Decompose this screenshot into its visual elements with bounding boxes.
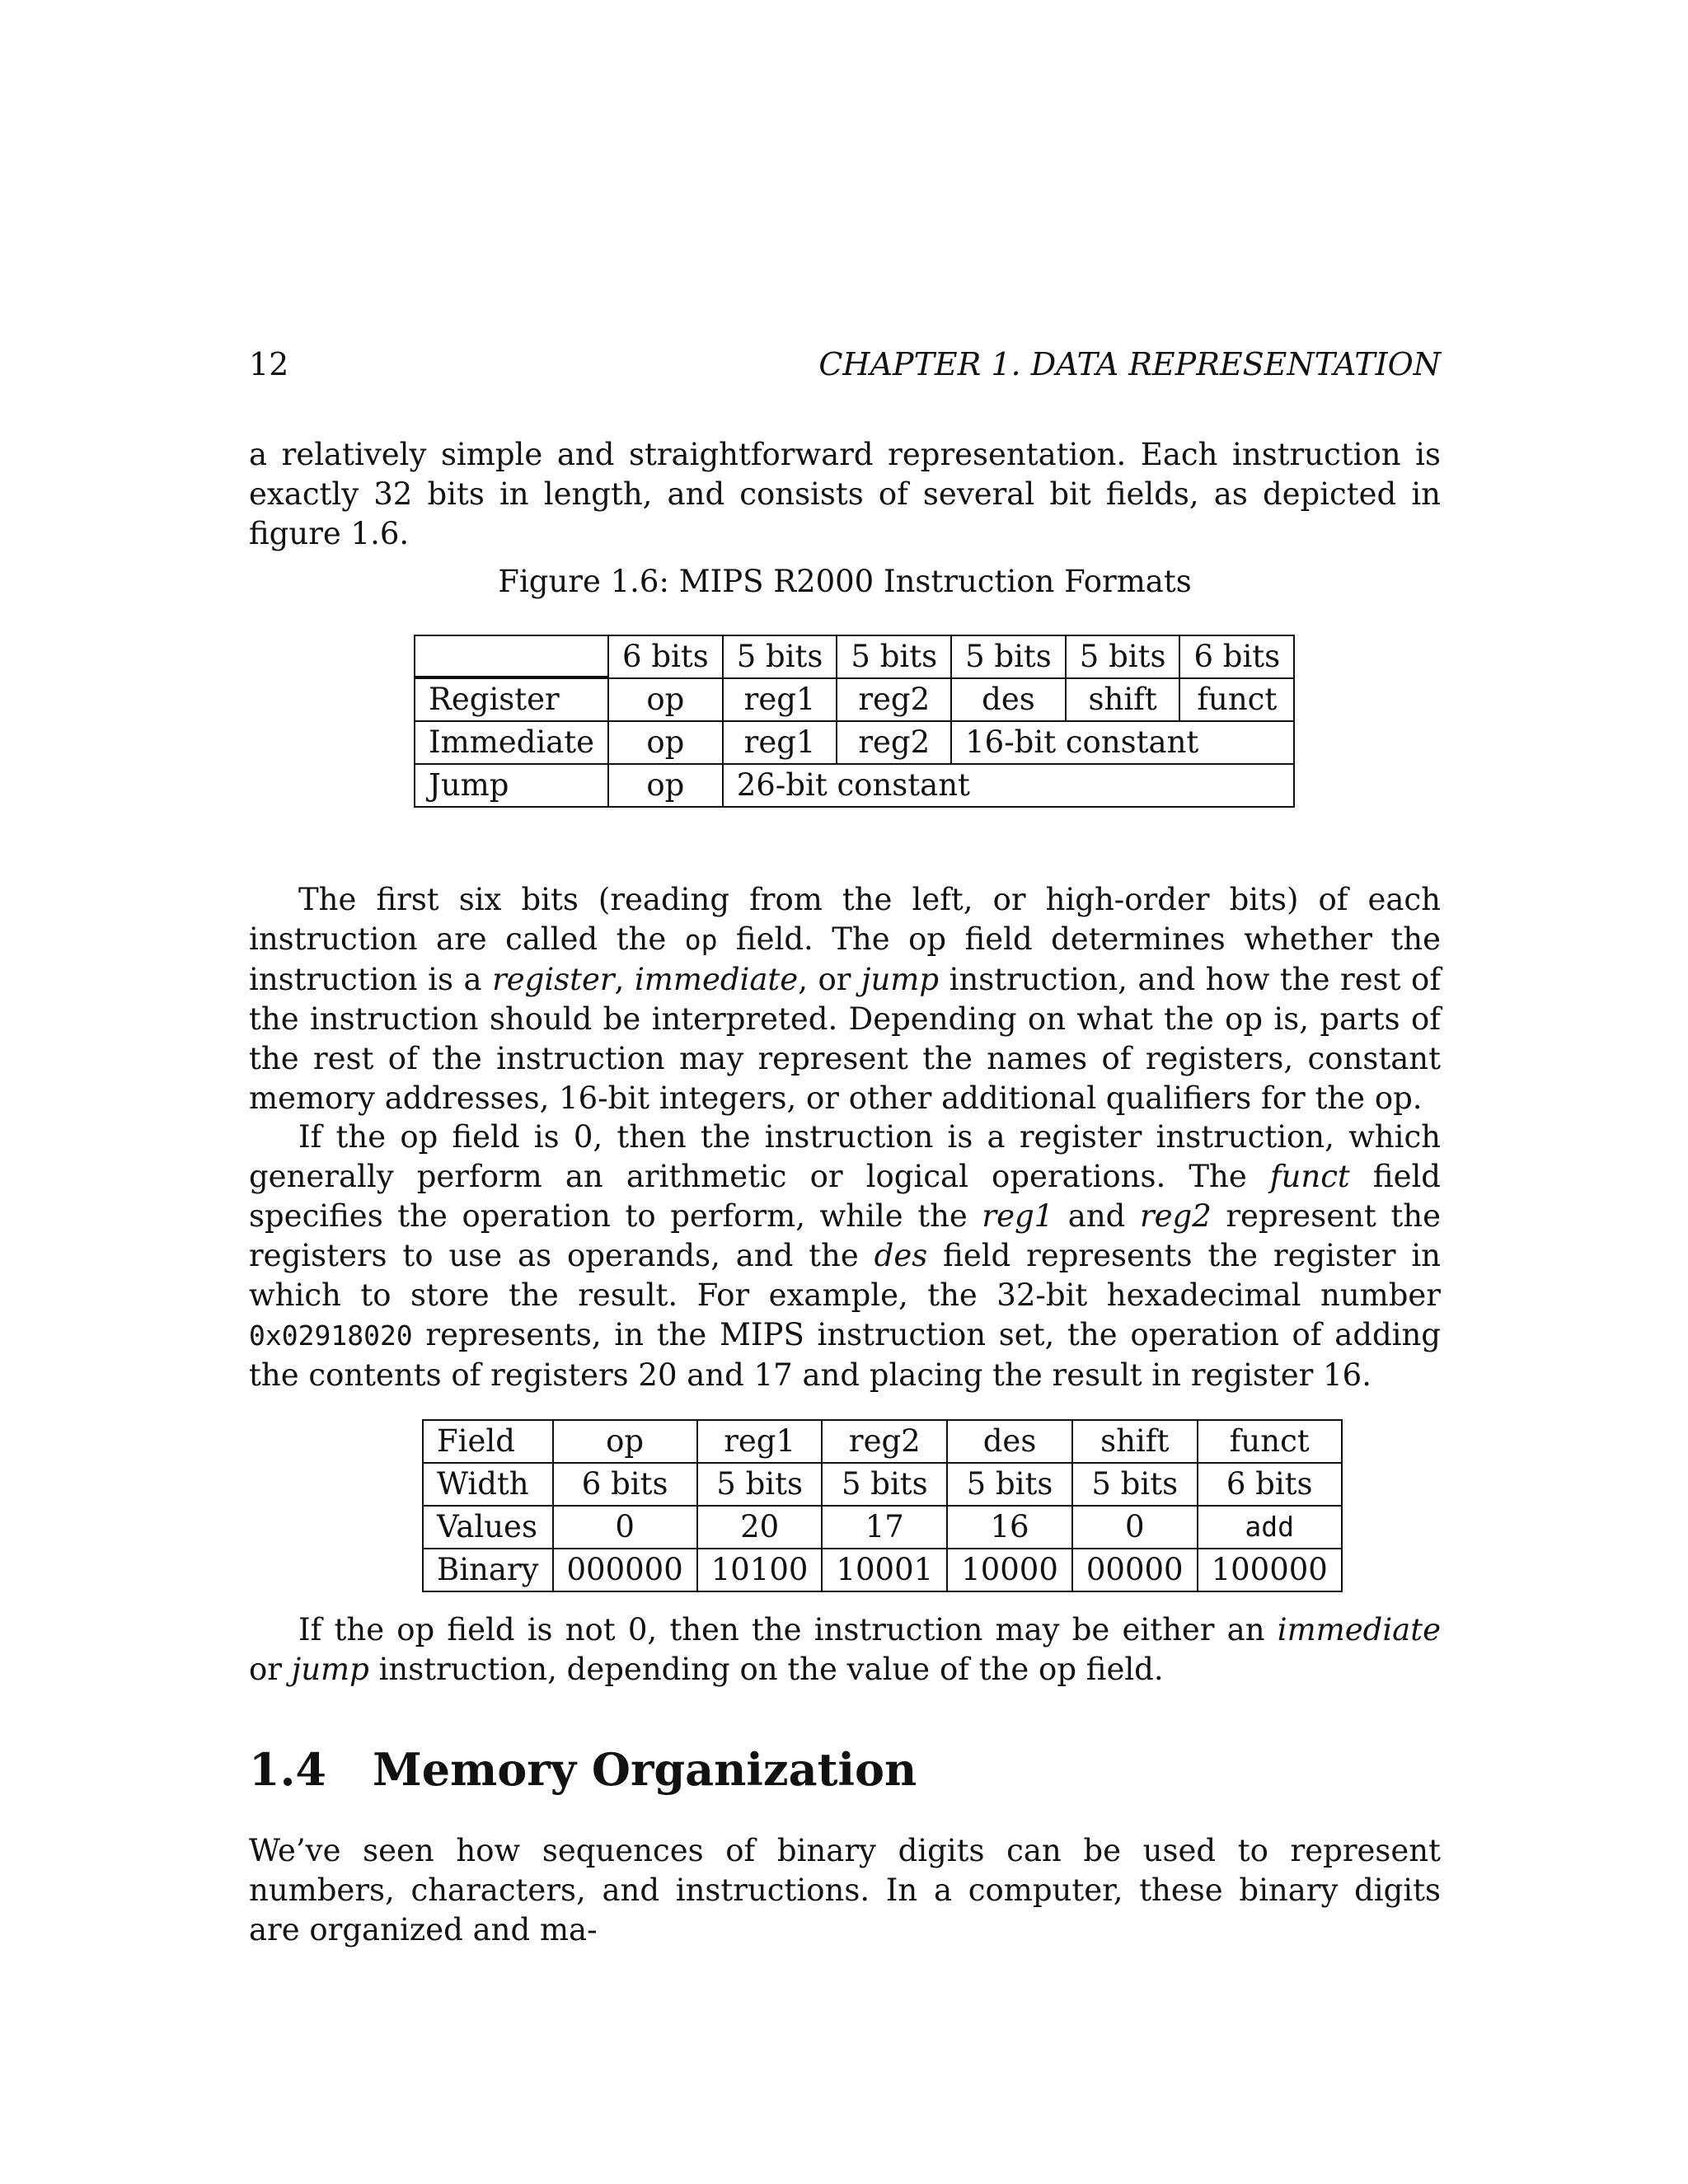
table-cell: reg2 xyxy=(836,720,950,763)
table-cell xyxy=(414,635,607,677)
table-cell: des xyxy=(950,677,1065,720)
table-cell: 17 xyxy=(822,1506,947,1549)
table-cell: 000000 xyxy=(553,1549,697,1591)
table-cell: 5 bits xyxy=(836,635,950,677)
table-cell: 5 bits xyxy=(947,1463,1072,1506)
table-cell: 20 xyxy=(697,1506,823,1549)
chapter-title: CHAPTER 1. DATA REPRESENTATION xyxy=(818,346,1441,382)
page-number: 12 xyxy=(249,346,289,382)
text-run: , xyxy=(614,962,635,997)
emphasis: immediate xyxy=(634,962,799,997)
table-cell: 10001 xyxy=(822,1549,947,1591)
section-title: Memory Organization xyxy=(373,1743,917,1796)
table-cell: reg1 xyxy=(722,720,837,763)
table-cell: op xyxy=(607,677,722,720)
text-run: field. The op field determines whether the instruction is a xyxy=(249,921,1441,997)
table-row xyxy=(423,1420,1342,1463)
table-cell: reg2 xyxy=(836,677,950,720)
table-cell: 26-bit constant xyxy=(722,763,1295,808)
table-cell: funct xyxy=(1179,677,1295,720)
inline-code: op xyxy=(684,924,718,956)
table-cell: op xyxy=(553,1420,697,1463)
table-cell: des xyxy=(947,1420,1072,1463)
emphasis: reg1 xyxy=(982,1198,1054,1234)
table-row xyxy=(423,1506,1342,1549)
text-run: or xyxy=(249,1652,292,1687)
text-run: If the op field is 0, then the instruction is a register instruction, which generally perform an arithmetic or logical operations. The xyxy=(249,1119,1441,1194)
emphasis: des xyxy=(874,1238,928,1273)
table-cell: reg1 xyxy=(697,1420,823,1463)
emphasis: immediate xyxy=(1277,1612,1441,1647)
table-cell: 6 bits xyxy=(1179,635,1295,677)
table-cell: 5 bits xyxy=(1072,1463,1198,1506)
table-cell: shift xyxy=(1065,677,1179,720)
text-run: instruction, and how the rest of the instruction should be interpreted. Depending on what the op is, parts of the rest of the instruction may represent the names of registers, constant memory addresses, 16-bit integers, or other additional qualifiers for the op. xyxy=(249,962,1442,1116)
table-row xyxy=(414,720,1295,763)
example-encoding-table xyxy=(422,1419,1343,1592)
emphasis: reg2 xyxy=(1139,1198,1212,1234)
row-label: Binary xyxy=(423,1549,553,1591)
table-cell: 5 bits xyxy=(822,1463,947,1506)
table-cell: 0 xyxy=(1072,1506,1198,1549)
table-row xyxy=(414,635,1295,677)
row-label: Register xyxy=(414,677,607,720)
intro-paragraph: a relatively simple and straightforward representation. Each instruction is exactly 32 bits in length, and consists of several bit fields, as depicted in figure 1.6. xyxy=(249,437,1441,551)
table-cell: add xyxy=(1198,1506,1342,1549)
table-cell: 6 bits xyxy=(1198,1463,1342,1506)
table-cell: 0 xyxy=(553,1506,697,1549)
row-label: Jump xyxy=(414,763,607,808)
section-heading xyxy=(249,1742,917,1797)
emphasis: register xyxy=(492,962,615,997)
inline-code: 0x02918020 xyxy=(249,1319,413,1352)
text-run: instruction, depending on the value of the op field. xyxy=(368,1652,1164,1687)
table-cell: reg2 xyxy=(822,1420,947,1463)
table-cell: 5 bits xyxy=(1065,635,1179,677)
table-cell: 00000 xyxy=(1072,1549,1198,1591)
text-run: represent the registers to use as operands, and the xyxy=(249,1198,1441,1273)
text-run: The first six bits (reading from the left, or high-order bits) of each instruction are called the xyxy=(249,882,1441,957)
table-cell: reg1 xyxy=(722,677,837,720)
paragraph-op-field xyxy=(249,880,1441,1118)
text-run: and xyxy=(1053,1198,1140,1234)
text-run: field represents the register in which to store the result. For example, the 32-bit hexadecimal number xyxy=(249,1238,1441,1313)
row-label: Width xyxy=(423,1463,553,1506)
table-cell: 10000 xyxy=(947,1549,1072,1591)
paragraph-nonzero-op xyxy=(249,1610,1441,1690)
figure-caption: Figure 1.6: MIPS R2000 Instruction Formats xyxy=(498,564,1192,599)
emphasis: jump xyxy=(861,962,940,997)
table-cell: op xyxy=(607,763,722,808)
instruction-formats-table xyxy=(414,635,1295,808)
table-row xyxy=(414,677,1295,720)
table-row xyxy=(423,1463,1342,1506)
table-cell: op xyxy=(607,720,722,763)
table-cell: funct xyxy=(1198,1420,1342,1463)
text-run: represents, in the MIPS instruction set, the operation of adding the contents of registers 20 and 17 and placing the result in register 16. xyxy=(249,1317,1441,1393)
section-number: 1.4 xyxy=(249,1743,326,1796)
table-cell: 100000 xyxy=(1198,1549,1342,1591)
table-row xyxy=(423,1549,1342,1591)
row-label: Values xyxy=(423,1506,553,1549)
table-cell: 10100 xyxy=(697,1549,823,1591)
table-cell: 6 bits xyxy=(607,635,722,677)
paragraph-memory-intro: We’ve seen how sequences of binary digits can be used to represent numbers, characters, and instructions. In a computer, these binary digits are organized and ma- xyxy=(249,1833,1441,1947)
row-label: Field xyxy=(423,1420,553,1463)
emphasis: funct xyxy=(1269,1159,1350,1194)
paragraph-register-instruction xyxy=(249,1118,1441,1395)
text-run: field specifies the operation to perform, while the xyxy=(249,1159,1441,1234)
table-row xyxy=(414,763,1295,808)
table-cell: 5 bits xyxy=(950,635,1065,677)
emphasis: jump xyxy=(291,1652,369,1687)
row-label: Immediate xyxy=(414,720,607,763)
table-cell: shift xyxy=(1072,1420,1198,1463)
table-cell: 16-bit constant xyxy=(950,720,1295,763)
table-cell: 6 bits xyxy=(553,1463,697,1506)
table-cell: 5 bits xyxy=(697,1463,823,1506)
text-run: , or xyxy=(798,962,861,997)
table-cell: 5 bits xyxy=(722,635,837,677)
text-run: If the op field is not 0, then the instruction may be either an xyxy=(298,1612,1278,1647)
table-cell: 16 xyxy=(947,1506,1072,1549)
